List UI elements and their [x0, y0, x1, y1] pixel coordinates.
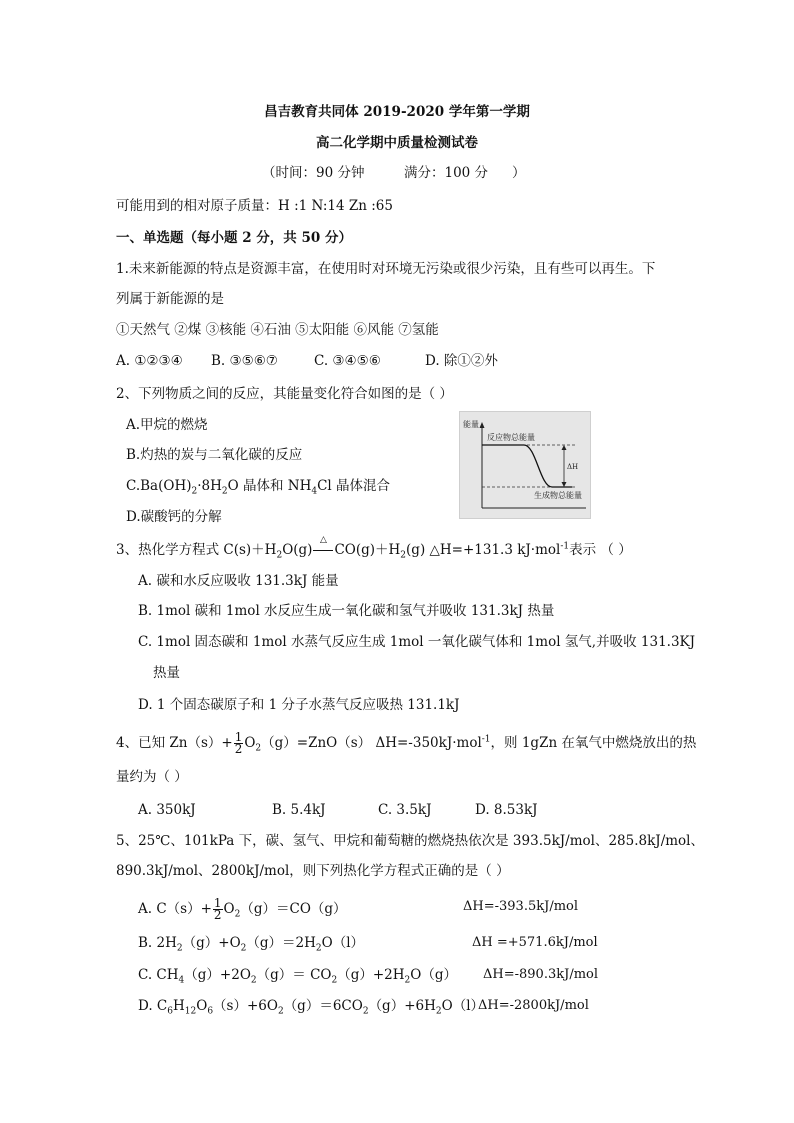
q3-equation: 3、热化学方程式 $C(s)+H_2O(g)$ △ $CO(g)+H_2(g)$ △H=+131.3 kJ·mol$^{-1}$表示 （ ） [116, 535, 632, 561]
q2-stem: 2、下列物质之间的反应，其能量变化符合如图的是（ ） [116, 386, 453, 402]
q2-option-d: D.碳酸钙的分解 [126, 509, 222, 525]
q4-option-c: C. 3.5kJ [378, 802, 432, 818]
energy-axis-label: 能量 [463, 420, 479, 429]
q5-option-b: B. $2H_2(g)+O_2(g)=2H_2O(l)$ [138, 935, 365, 954]
q3-option-d: D. 1 个固态碳原子和 1 分子水蒸气反应吸热 131.1kJ [138, 697, 460, 713]
delta-h-label: ΔH [567, 463, 579, 471]
q5-option-a: A. C（s）+ $\frac{1}{2}$ $O_2(g)=CO(g)$ [138, 896, 347, 922]
q4-option-a: A. 350kJ [138, 802, 196, 818]
q5-option-b-enthalpy: ΔH =+571.6kJ/mol [472, 935, 598, 950]
q3-option-c-line1: C. 1mol 固态碳和 1mol 水蒸气反应生成 1mol 一氧化碳气体和 1mol 氢气,并吸收 131.3KJ [138, 634, 696, 650]
q1-stem-line1: 1.未来新能源的特点是资源丰富，在使用时对环境无污染或很少污染，且有些可以再生。下 [116, 261, 656, 277]
q5-option-c: C. $CH_4(g)+2O_2(g)= CO_2(g)+2H_2O(g)$ [138, 967, 457, 986]
q5-stem-line1: 5、25℃、101kPa 下，碳、氢气、甲烷和葡萄糖的燃烧热依次是 393.5kJ/mol、285.8kJ/mol、 [116, 833, 704, 849]
q2-option-b: B.灼热的炭与二氧化碳的反应 [126, 447, 303, 463]
heat-symbol: △ [319, 535, 327, 545]
q3-option-c-line2: 热量 [153, 665, 180, 681]
energy-diagram [459, 411, 591, 519]
q3-option-b: B. 1mol 碳和 1mol 水反应生成一氧化碳和氢气并吸收 131.3kJ 热量 [138, 603, 555, 619]
exam-time: （时间：90 分钟 [262, 165, 365, 181]
q5-option-a-enthalpy: ΔH=-393.5kJ/mol [463, 899, 579, 914]
q3-option-a: A. 碳和水反应吸收 131.3kJ 能量 [138, 573, 339, 589]
q4-option-d: D. 8.53kJ [475, 802, 538, 818]
fraction-half: $\frac{1}{2}$ [234, 730, 243, 756]
q1-items: ①天然气 ②煤 ③核能 ④石油 ⑤太阳能 ⑥风能 ⑦氢能 [116, 322, 439, 338]
exam-title-line2: 高二化学期中质量检测试卷 [316, 135, 478, 151]
axis-arrow-up [480, 422, 485, 428]
q4-stem-line1: 4、已知 Zn（s）+ $\frac{1}{2}$ $O_2(g)=ZnO(s)$ ΔH=-350kJ·mol$^{-1}$，则 1gZn 在氧气中燃烧放出的热 [116, 730, 697, 756]
q1-option-a: A. ①②③④ [116, 353, 183, 369]
delta-h-arrow-head-down [562, 482, 567, 487]
product-energy-label: 生成物总能量 [534, 491, 582, 500]
q4-option-b: B. 5.4kJ [272, 802, 326, 818]
energy-diagram-svg [460, 412, 590, 518]
q1-stem-line2: 列属于新能源的是 [116, 291, 224, 307]
atomic-masses: 可能用到的相对原子质量：H :1 N:14 Zn :65 [116, 198, 393, 214]
q5-option-d-enthalpy: ΔH=-2800kJ/mol [478, 998, 589, 1013]
reactant-energy-label: 反应物总能量 [487, 433, 535, 442]
q1-option-c: C. ③④⑤⑥ [314, 353, 381, 369]
q2-option-a: A.甲烷的燃烧 [126, 417, 208, 433]
exam-score: 满分：100 分 [404, 165, 489, 181]
q2-option-c: $C.Ba(OH)_2\cdot 8H_2O$ 晶体和 $NH_4Cl$ 晶体混合 [126, 478, 391, 497]
q5-stem-line2: 890.3kJ/mol、2800kJ/mol，则下列热化学方程式正确的是（ ） [116, 863, 510, 879]
q5-option-c-enthalpy: ΔH=-890.3kJ/mol [483, 967, 599, 982]
q4-stem-line2: 量约为（ ） [116, 769, 188, 785]
exam-paren-close: ） [512, 165, 526, 181]
section-heading: 一、单选题（每小题 2 分，共 50 分） [116, 230, 352, 246]
q1-option-b: B. ③⑤⑥⑦ [211, 353, 278, 369]
q5-option-d: D. $C_6H_{12}O_6(s)+6O_2(g)=6CO_2(g)+6H_2O(l)$ [138, 998, 485, 1017]
exam-title-line1: 昌吉教育共同体 2019-2020 学年第一学期 [264, 104, 530, 120]
delta-h-arrow-head-up [562, 445, 567, 450]
fraction-half: $\frac{1}{2}$ [213, 896, 222, 922]
reaction-curve [482, 445, 572, 487]
q1-option-d: D. 除①②外 [425, 353, 498, 369]
